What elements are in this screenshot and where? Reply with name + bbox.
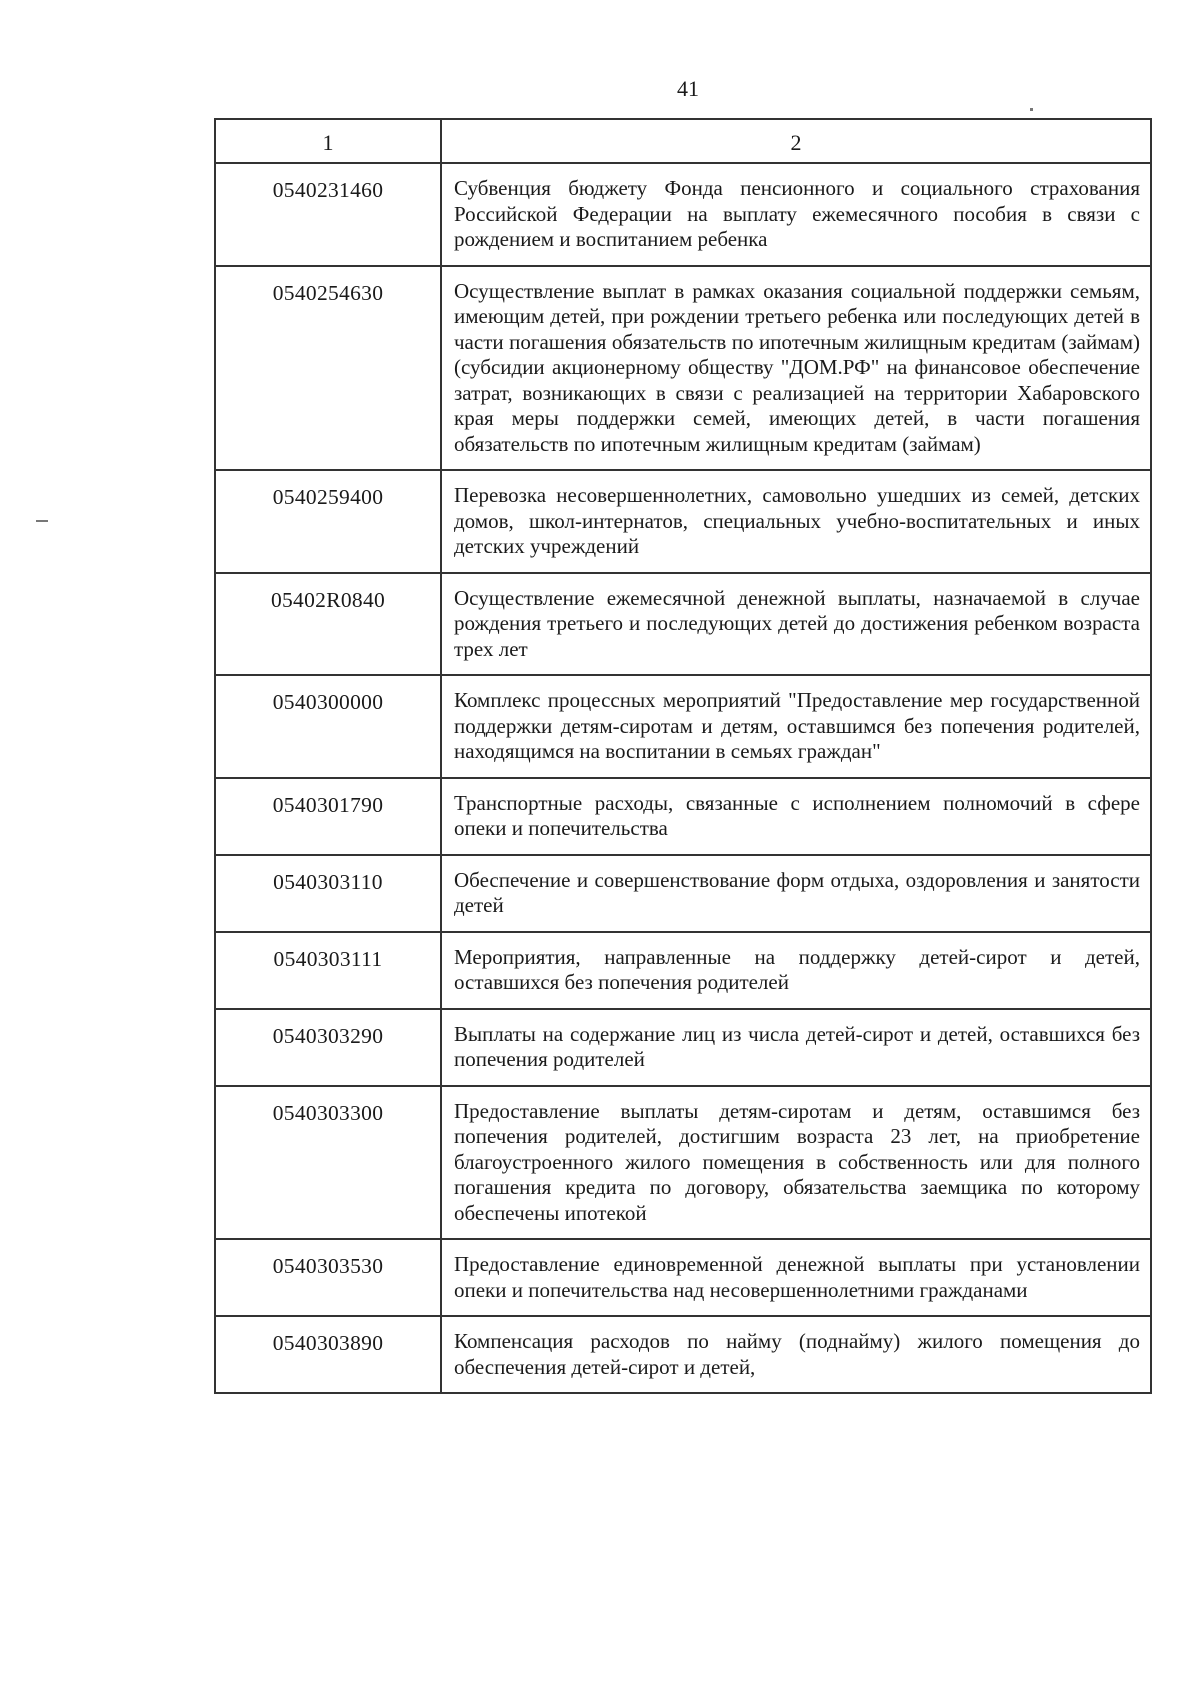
table-row: [215, 163, 1151, 266]
table-row: [215, 1086, 1151, 1240]
budget-codes-table: [214, 118, 1152, 1394]
table-row: [215, 778, 1151, 855]
target-code: 0540303530: [215, 1239, 441, 1316]
target-code: 0540303300: [215, 1086, 441, 1240]
column-header-name: 2: [441, 119, 1151, 163]
target-description: Перевозка несовершеннолетних, самовольно ушедших из семей, детских домов, школ-интернатов, специальных учебно-воспитательных и иных детских учреждений: [441, 470, 1151, 573]
table-row: [215, 470, 1151, 573]
target-description: Предоставление выплаты детям-сиротам и детям, оставшимся без попечения родителей, достигшим возраста 23 лет, на приобретение благоустроенного жилого помещения в собственность или для полного погашения кредита по договору, обязательства заемщика по которому обеспечены ипотекой: [441, 1086, 1151, 1240]
target-description: Осуществление ежемесячной денежной выплаты, назначаемой в случае рождения третьего и последующих детей до достижения ребенком возраста трех лет: [441, 573, 1151, 676]
target-code: 05402R0840: [215, 573, 441, 676]
target-code: 0540303110: [215, 855, 441, 932]
target-description: Обеспечение и совершенствование форм отдыха, оздоровления и занятости детей: [441, 855, 1151, 932]
scan-artifact: [1030, 108, 1033, 111]
table-row: [215, 1316, 1151, 1393]
target-description: Субвенция бюджету Фонда пенсионного и социального страхования Российской Федерации на выплату ежемесячного пособия в связи с рождением и воспитанием ребенка: [441, 163, 1151, 266]
target-description: Комплекс процессных мероприятий "Предоставление мер государственной поддержки детям-сиротам и детям, оставшимся без попечения родителей, находящимся на воспитании в семьях граждан": [441, 675, 1151, 778]
table-row: [215, 675, 1151, 778]
table-row: [215, 932, 1151, 1009]
page-number: 41: [677, 76, 699, 101]
target-code: 0540259400: [215, 470, 441, 573]
target-description: Предоставление единовременной денежной выплаты при установлении опеки и попечительства над несовершеннолетними гражданами: [441, 1239, 1151, 1316]
target-code: 0540254630: [215, 266, 441, 471]
target-code: 0540303111: [215, 932, 441, 1009]
target-description: Транспортные расходы, связанные с исполнением полномочий в сфере опеки и попечительства: [441, 778, 1151, 855]
target-description: Осуществление выплат в рамках оказания социальной поддержки семьям, имеющим детей, при рождении третьего ребенка или последующих детей в части погашения обязательств по ипотечным жилищным кредитам (займам) (субсидии акционерному обществу "ДОМ.РФ" на финансовое обеспечение затрат, возникающих в связи с реализацией на территории Хабаровского края меры поддержки семей, имеющих детей, в части погашения обязательств по ипотечным жилищным кредитам (займам): [441, 266, 1151, 471]
scan-artifact: [36, 520, 48, 522]
target-description: Мероприятия, направленные на поддержку детей-сирот и детей, оставшихся без попечения родителей: [441, 932, 1151, 1009]
table-row: [215, 1239, 1151, 1316]
target-code: 0540231460: [215, 163, 441, 266]
target-code: 0540303290: [215, 1009, 441, 1086]
table-row: [215, 266, 1151, 471]
column-header-code: 1: [215, 119, 441, 163]
table-row: [215, 573, 1151, 676]
target-code: 0540303890: [215, 1316, 441, 1393]
target-code: 0540301790: [215, 778, 441, 855]
table-row: [215, 855, 1151, 932]
table-header-row: [215, 119, 1151, 163]
target-description: Компенсация расходов по найму (поднайму) жилого помещения до обеспечения детей-сирот и детей,: [441, 1316, 1151, 1393]
target-description: Выплаты на содержание лиц из числа детей-сирот и детей, оставшихся без попечения родителей: [441, 1009, 1151, 1086]
table-row: [215, 1009, 1151, 1086]
target-code: 0540300000: [215, 675, 441, 778]
